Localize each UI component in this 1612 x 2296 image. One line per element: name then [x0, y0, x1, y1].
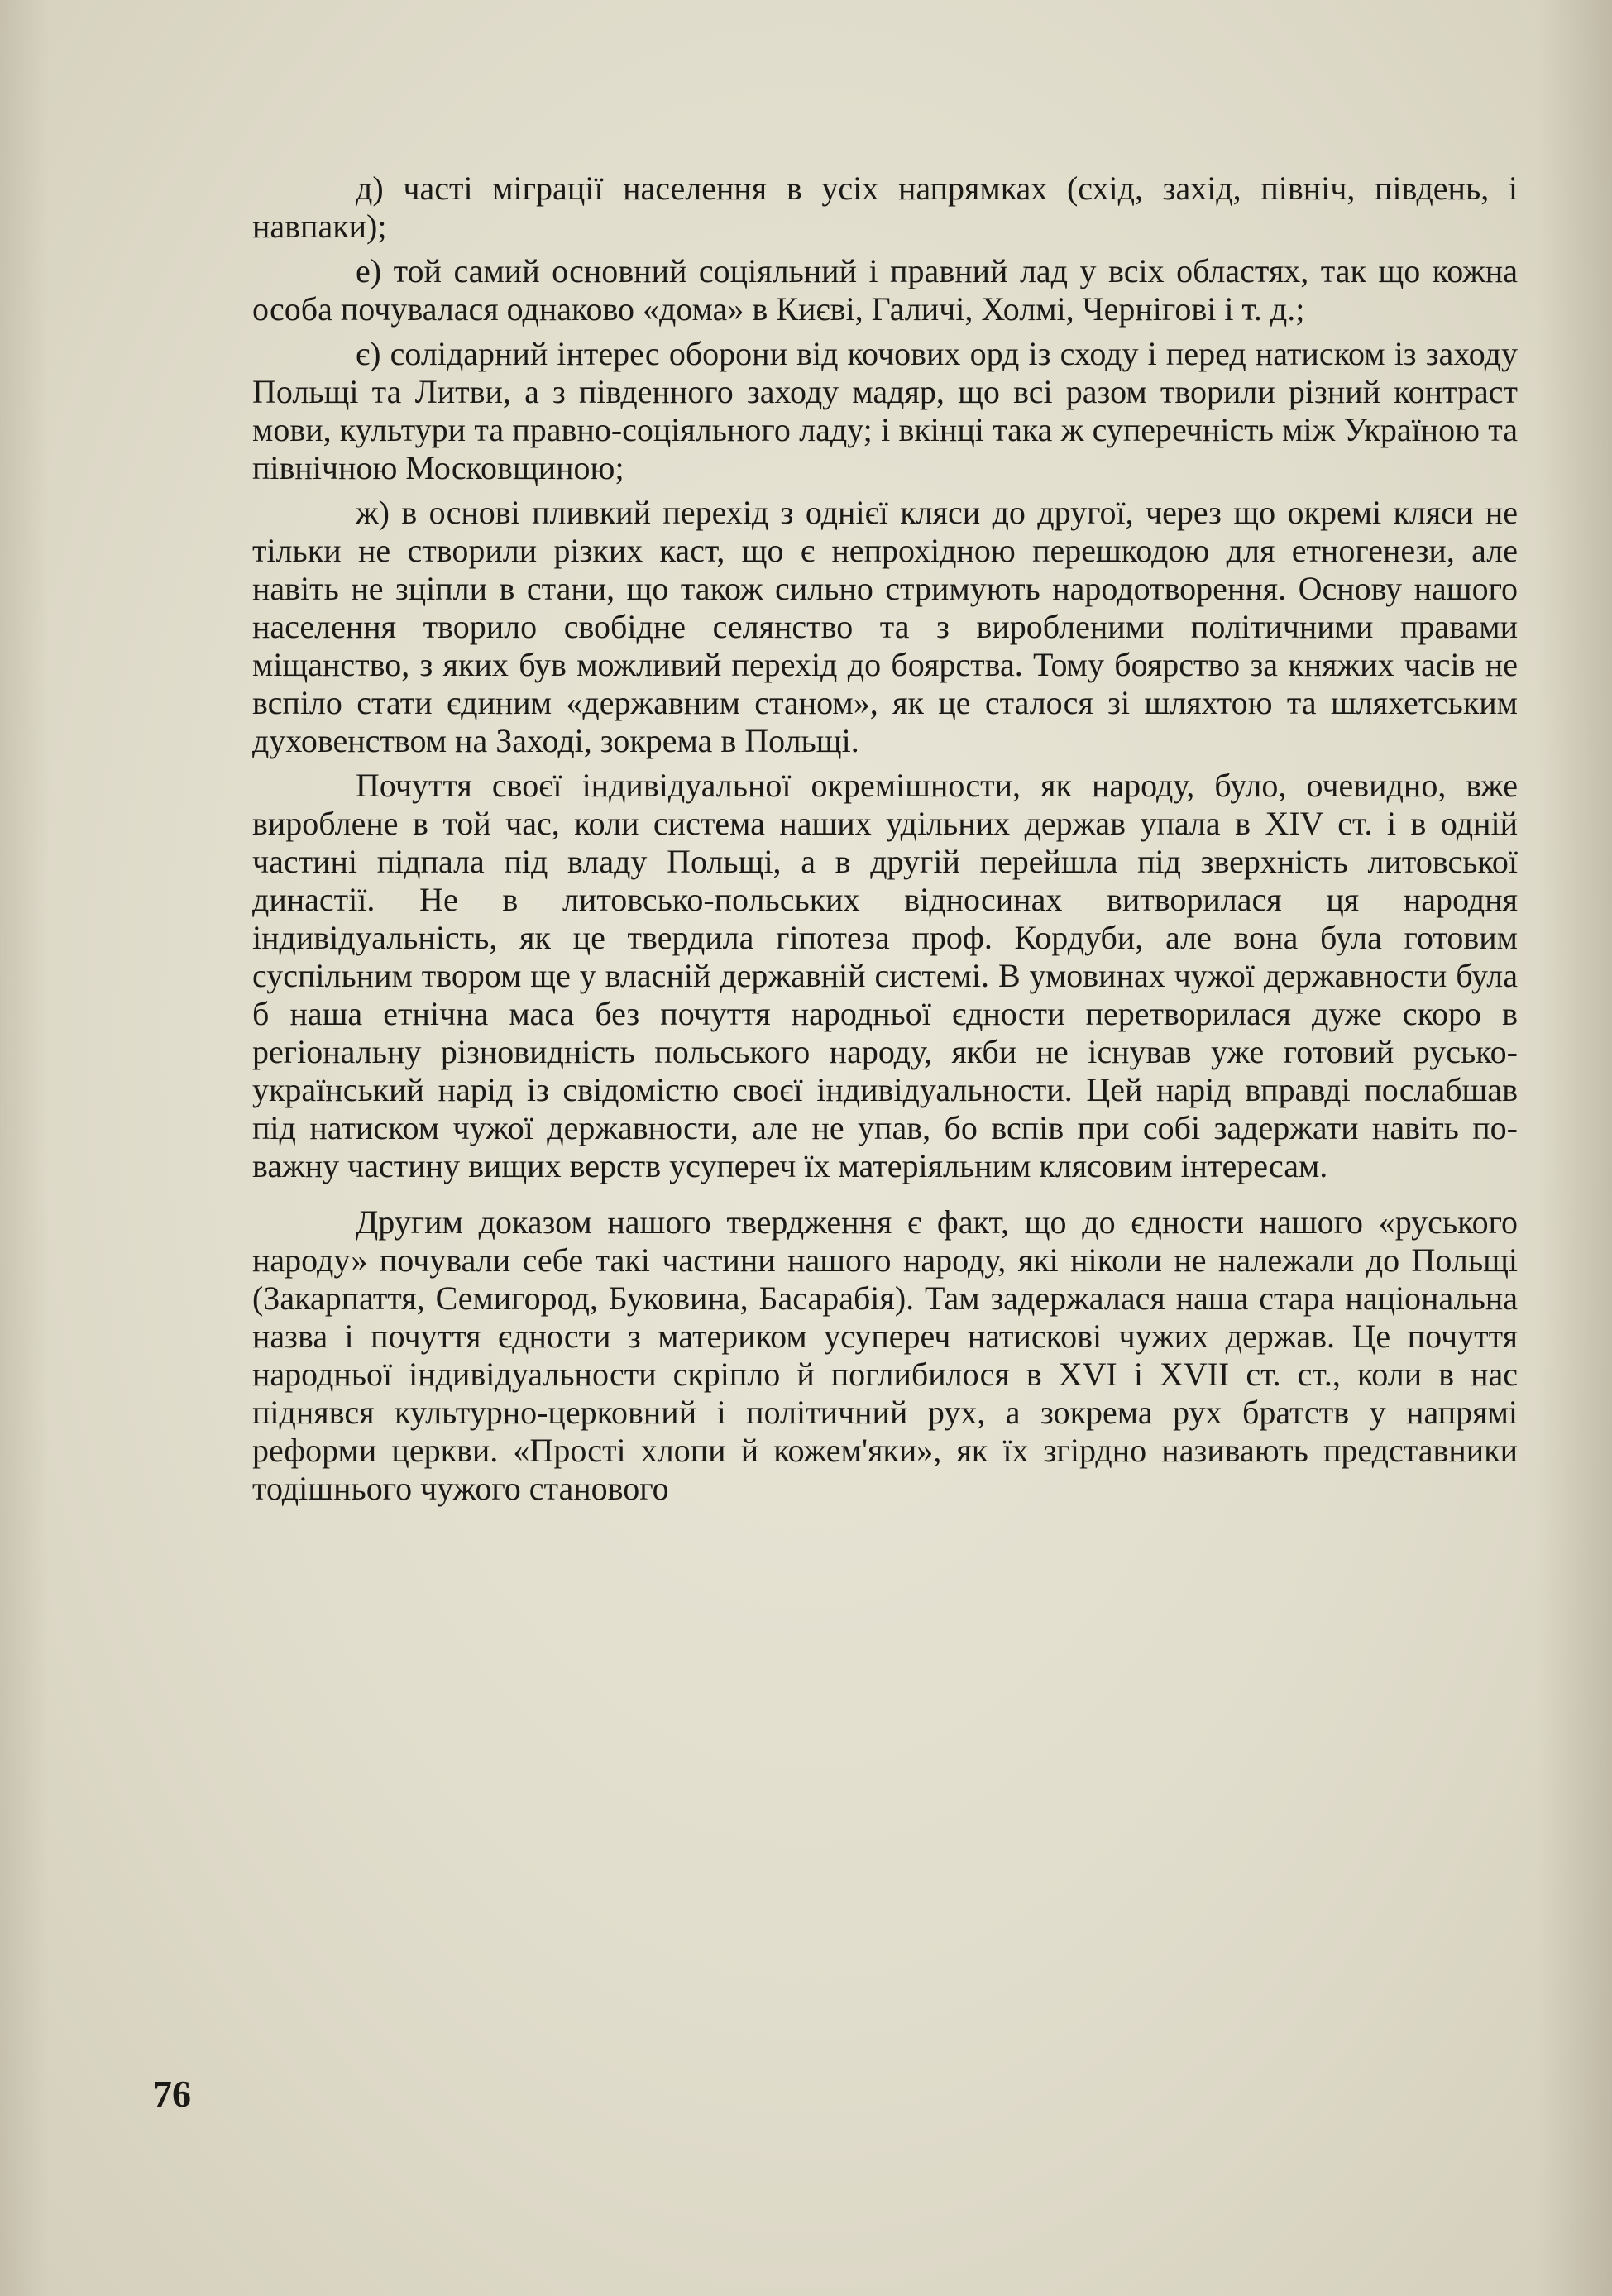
- list-item-zh: ж) в основі пливкий перехід з однієї кляси до другої, через що окремі кляси не тільки не створили різких каст, що є непрохідною перешкодою для етногенези, але навіть не зціпли в стани, що також сильно стримують народотворення. Основу нашого населення творило свобідне селянство та з виробленими політичними правами міщанство, з яких був можливий перехід до боярства. Тому боярство за княжих часів не вспіло стати єдиним «державним станом», як це сталося зі шляхтою та шляхетським духовенством на Заході, зокрема в Польщі.: [252, 494, 1518, 759]
- list-item-ye: є) солідарний інтерес оборони від кочових орд із сходу і перед натиском із заходу Польщі та Литви, а з південного заходу мадяр, що всі разом творили різний контраст мови, культури та правно-соціяльного ладу; і вкінці така ж суперечність між Україною та північною Московщиною;: [252, 335, 1518, 486]
- list-item-d: д) часті міграції населення в усіх напрямках (схід, захід, північ, південь, і навпаки);: [252, 170, 1518, 245]
- paragraph-gap: [252, 1185, 1518, 1203]
- page-edge-shadow-left: [0, 0, 50, 2296]
- page-number: 76: [153, 2073, 191, 2115]
- paragraph-second-proof: Другим доказом нашого твердження є факт, що до єдности нашого «руського народу» почували себе такі частини нашого народу, які ніколи не належали до Польщі (Закарпаття, Семигород, Буковина, Басарабія). Там задержалася наша стара національна назва і почуття єдности з материком усупереч натискові чужих держав. Це почуття народньої індивідуальности скріпло й поглибилося в XVI і XVII ст. ст., коли в нас піднявся культурно-церковний і політичний рух, а зокрема рух братств у напрямі реформи церкви. «Прості хлопи й кожем'яки», як їх згірдно називають представники тодішнього чужого станового: [252, 1203, 1518, 1507]
- page-edge-shadow-right: [1538, 0, 1612, 2296]
- page-text: [252, 170, 1518, 1508]
- paragraph-identity: Почуття своєї індивідуальної окремішности, як народу, було, очевидно, вже вироблене в той час, коли система наших удільних держав упала в XIV ст. і в одній частині підпала під владу Польщі, а в другій перейшла під зверхність литовської династії. Не в литовсько-польських відносинах витворилася ця народня індивідуальність, як це твердила гіпотеза проф. Кордуби, але вона була готовим суспільним твором ще у власній державній системі. В умовинах чужої державности була б наша етнічна маса без почуття народньої єдности перетворилася дуже скоро в регіональну різновидність польського народу, якби не існував уже готовий русько-український нарід із свідомістю своєї індивідуальности. Цей нарід вправді послабшав під натиском чужої державности, але не упав, бо вспів при собі задержати навіть поважну частину вищих верств усупереч їх матеріяльним клясовим інтересам.: [252, 767, 1518, 1184]
- list-item-e: е) той самий основний соціяльний і правний лад у всіх областях, так що кожна особа почувалася однаково «дома» в Києві, Галичі, Холмі, Чернігові і т. д.;: [252, 252, 1518, 328]
